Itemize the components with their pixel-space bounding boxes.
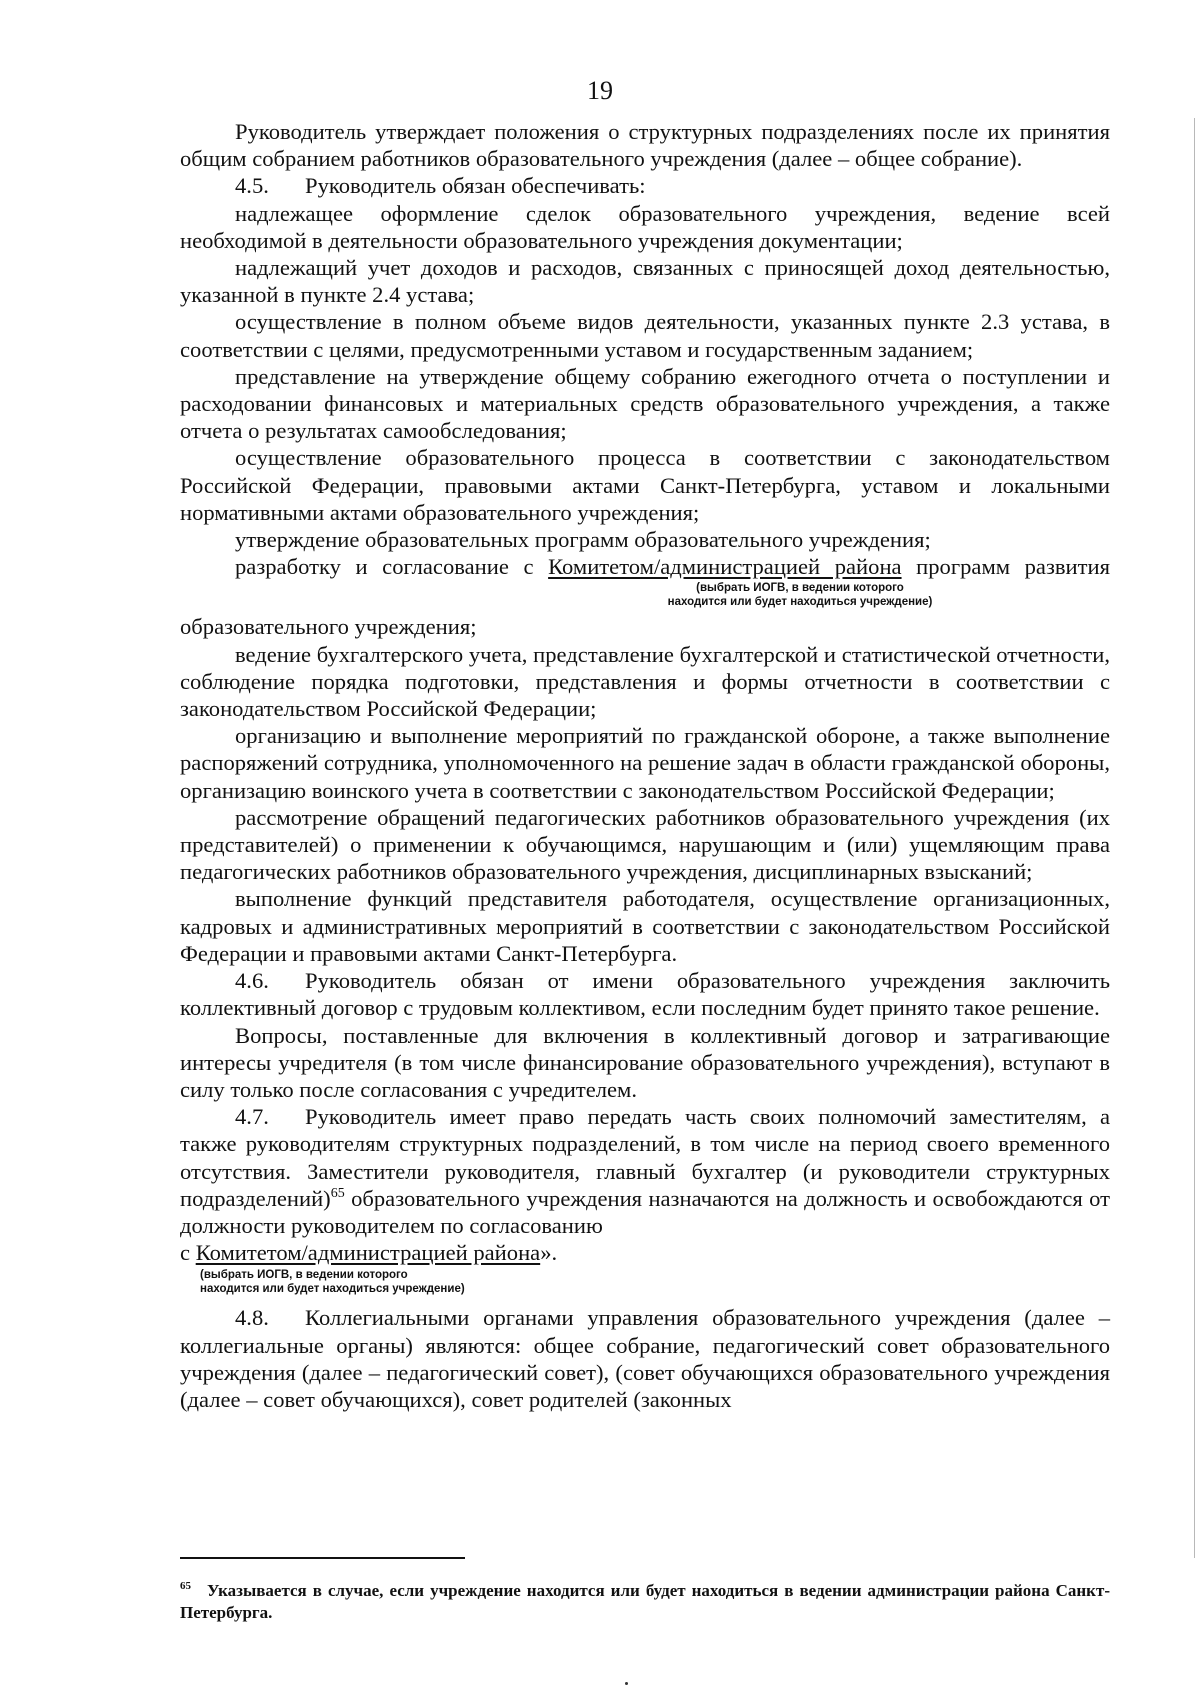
paragraph: надлежащий учет доходов и расходов, связанных с приносящей доход деятельностью, указанной в пункте 2.4 устава; [180,255,1110,308]
underlined-authority-name: Комитетом/администрацией района [195,1240,541,1266]
clause-number: 4.6. [235,968,269,994]
clause-text: образовательного учреждения назначаются на должность и освобождаются от должности руководителем по согласованию [180,1185,1110,1238]
paragraph-development-programs [180,553,1110,580]
text-fragment: программ развития [901,554,1110,580]
scan-speck [625,1682,628,1685]
paragraph-4-7-end [180,1239,1110,1266]
paragraph: осуществление в полном объеме видов деятельности, указанных пункте 2.3 устава, в соответствии с целями, предусмотренными уставом и государственным заданием; [180,309,1110,362]
clause-number: 4.5. [235,173,269,199]
footnote-text: Указывается в случае, если учреждение находится или будет находиться в ведении администрации района Санкт-Петербурга. [180,1581,1110,1622]
paragraph: выполнение функций представителя работодателя, осуществление организационных, кадровых и административных мероприятий в соответствии с законодательством Российской Федерации и правовыми актами Санкт-Петербурга. [180,886,1110,966]
note-line: (выбрать ИОГВ, в ведении которого [200,1269,408,1282]
footnote [180,1580,1110,1624]
clause-text: Коллегиальными органами управления образовательного учреждения (далее – коллегиальные органы) являются: общее собрание, педагогический совет образовательного учреждения (далее – педагогический совет), (совет обучающихся образовательного учреждения (далее – совет обучающихся), совет родителей (законных [180,1305,1110,1412]
paragraph: Руководитель утверждает положения о структурных подразделениях после их принятия общим собранием работников образовательного учреждения (далее – общее собрание). [180,119,1110,172]
paragraph: ведение бухгалтерского учета, представление бухгалтерской и статистической отчетности, соблюдение порядка подготовки, представления и формы отчетности в соответствии с законодательством Российской Федерации; [180,641,1110,722]
footnote-separator [180,1557,465,1559]
clause-number: 4.8. [235,1305,269,1331]
note-line: находится или будет находиться учреждение) [667,596,933,609]
paragraph: образовательного учреждения; [180,614,477,640]
clause-text: Руководитель обязан от имени образовательного учреждения заключить коллективный договор с трудовым коллективом, если последним будет принято такое решение. [180,968,1110,1021]
paragraph: представление на утверждение общему собранию ежегодного отчета о поступлении и расходовании финансовых и материальных средств образовательного учреждения, а также отчета о результатах самообследования; [180,363,1110,444]
paragraph: надлежащее оформление сделок образовательного учреждения, ведение всей необходимой в деятельности образовательного учреждения документации; [180,200,1110,253]
under-line-note [180,581,1110,609]
scan-edge-line [1194,118,1195,1558]
footnote-reference: 65 [330,1185,345,1201]
note-line: (выбрать ИОГВ, в ведении которого [696,582,904,595]
underlined-authority-name: Комитетом/администрацией района [548,554,902,580]
clause-text: Руководитель имеет право передать часть своих полномочий заместителям, а также руководителям структурных подразделений, в том числе на период своего временного отсутствия. Заместители руководителя, главный бухгалтер (и руководители структурных подразделений) [180,1104,1110,1211]
text-fragment: разработку и согласование с [235,554,549,580]
page-number: 19 [587,76,613,105]
main-text [180,118,1110,1413]
paragraph: рассмотрение обращений педагогических работников образовательного учреждения (их представителей) о применении к обучающимся, нарушающим и (или) ущемляющим права педагогических работников образовательного учреждения, дисциплинарных взысканий; [180,804,1110,885]
paragraph-4-6 [180,967,1110,1021]
paragraph-4-8 [180,1304,1110,1413]
paragraph: Вопросы, поставленные для включения в коллективный договор и затрагивающие интересы учредителя (в том числе финансирование образовательного учреждения), вступают в силу только после согласования с учредителем. [180,1022,1110,1102]
note-line: находится или будет находиться учреждение) [200,1283,465,1296]
paragraph: осуществление образовательного процесса в соответствии с законодательством Российской Федерации, правовыми актами Санкт-Петербурга, уставом и локальными нормативными актами образовательного учреждения; [180,445,1110,525]
footnote-mark: 65 [180,1580,191,1592]
under-line-note [180,1268,1110,1296]
text-fragment: ». [540,1240,558,1266]
paragraph-4-5 [180,172,1110,199]
text-fragment: с [180,1240,196,1266]
paragraph: утверждение образовательных программ образовательного учреждения; [235,527,931,553]
paragraph: организацию и выполнение мероприятий по гражданской обороне, а также выполнение распоряжений сотрудника, уполномоченного на решение задач в области гражданской обороны, организацию воинского учета в соответствии с законодательством Российской Федерации; [180,723,1110,803]
paragraph-4-7 [180,1103,1110,1239]
clause-text: Руководитель обязан обеспечивать: [305,173,646,199]
clause-number: 4.7. [235,1104,269,1130]
